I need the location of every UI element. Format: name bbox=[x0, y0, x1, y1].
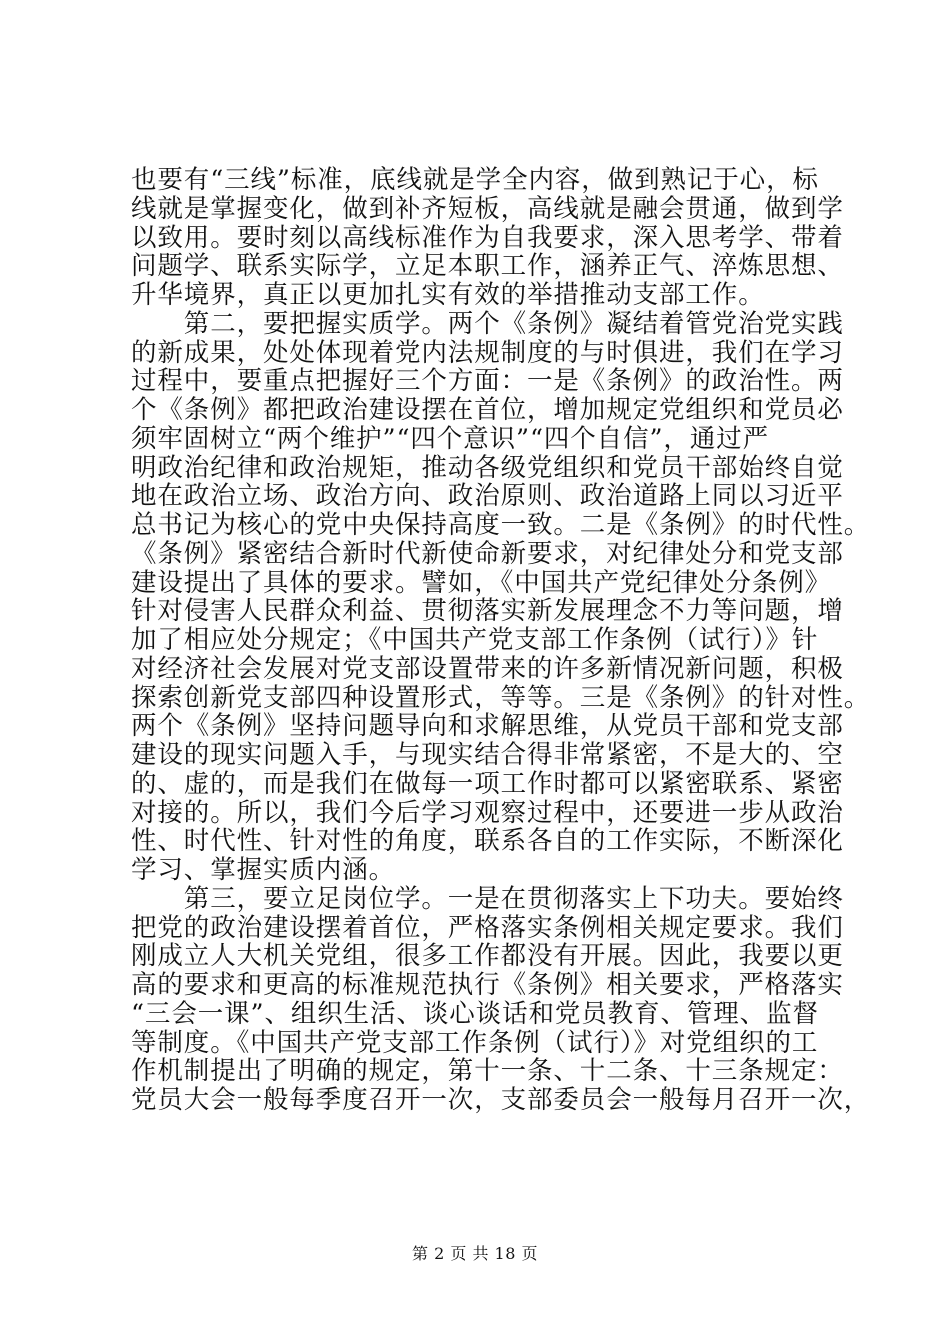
text-line: 线就是掌握变化，做到补齐短板，高线就是融会贯通，做到学 bbox=[131, 193, 844, 224]
text-line: 加了相应处分规定；《中国共产党支部工作条例（试行）》针 bbox=[131, 625, 819, 655]
page-number-footer: 第 2 页 共 18 页 bbox=[412, 1244, 538, 1263]
paragraph-start-line: 第三，要立足岗位学。一是在贯彻落实上下功夫。要始终 bbox=[131, 883, 844, 914]
text-line: 升华境界，真正以更加扎实有效的举措推动支部工作。 bbox=[131, 280, 765, 310]
text-line: 过程中，要重点把握好三个方面：一是《条例》的政治性。两 bbox=[131, 366, 844, 397]
text-line: 把党的政治建设摆着首位，严格落实条例相关规定要求。我们 bbox=[131, 912, 844, 943]
text-line: 也要有“三线”标准，底线就是学全内容，做到熟记于心，标 bbox=[131, 165, 819, 195]
text-line: 等制度。《中国共产党支部工作条例（试行）》对党组织的工 bbox=[131, 1027, 819, 1058]
paragraph-start-line: 第二，要把握实质学。两个《条例》凝结着管党治党实践 bbox=[131, 308, 844, 339]
text-line: 针对侵害人民群众利益、贯彻落实新发展理念不力等问题，增 bbox=[131, 596, 844, 627]
text-line: 党员大会一般每季度召开一次，支部委员会一般每月召开一次， bbox=[131, 1085, 871, 1115]
text-line: 对接的。所以，我们今后学习观察过程中，还要进一步从政治 bbox=[131, 797, 844, 828]
text-line: 个《条例》都把政治建设摆在首位，增加规定党组织和党员必 bbox=[131, 395, 844, 425]
text-line: 两个《条例》坚持问题导向和求解思维，从党员干部和党支部 bbox=[131, 711, 844, 742]
text-line: 《条例》紧密结合新时代新使命新要求，对纪律处分和党支部 bbox=[131, 538, 844, 569]
text-line: “三会一课”、组织生活、谈心谈话和党员教育、管理、监督 bbox=[131, 998, 819, 1029]
text-line: 作机制提出了明确的规定，第十一条、十二条、十三条规定： bbox=[131, 1056, 844, 1087]
text-line: 性、时代性、针对性的角度，联系各自的工作实际，不断深化 bbox=[131, 826, 844, 857]
text-line: 探索创新党支部四种设置形式，等等。三是《条例》的针对性。 bbox=[131, 682, 871, 713]
text-line: 刚成立人大机关党组，很多工作都没有开展。因此，我要以更 bbox=[131, 941, 844, 972]
text-line: 学习、掌握实质内涵。 bbox=[131, 855, 396, 885]
text-line: 问题学、联系实际学，立足本职工作，涵养正气、淬炼思想、 bbox=[131, 251, 844, 282]
text-line: 高的要求和更高的标准规范执行《条例》相关要求，严格落实 bbox=[131, 970, 844, 1000]
text-line: 建设的现实问题入手，与现实结合得非常紧密，不是大的、空 bbox=[131, 740, 844, 770]
body-text bbox=[131, 165, 871, 1115]
text-line: 以致用。要时刻以高线标准作为自我要求，深入思考学、带着 bbox=[131, 222, 844, 253]
text-line: 须牢固树立“两个维护”“四个意识”“四个自信”，通过严 bbox=[131, 423, 770, 454]
text-line: 建设提出了具体的要求。譬如，《中国共产党纪律处分条例》 bbox=[131, 567, 832, 598]
text-line: 的、虚的，而是我们在做每一项工作时都可以紧密联系、紧密 bbox=[131, 768, 844, 799]
text-line: 的新成果，处处体现着党内法规制度的与时俱进，我们在学习 bbox=[131, 337, 844, 368]
text-line: 对经济社会发展对党支部设置带来的许多新情况新问题，积极 bbox=[131, 653, 844, 684]
text-line: 总书记为核心的党中央保持高度一致。二是《条例》的时代性。 bbox=[131, 510, 871, 540]
text-line: 地在政治立场、政治方向、政治原则、政治道路上同以习近平 bbox=[131, 481, 844, 512]
text-line: 明政治纪律和政治规矩，推动各级党组织和党员干部始终自觉 bbox=[131, 452, 844, 483]
